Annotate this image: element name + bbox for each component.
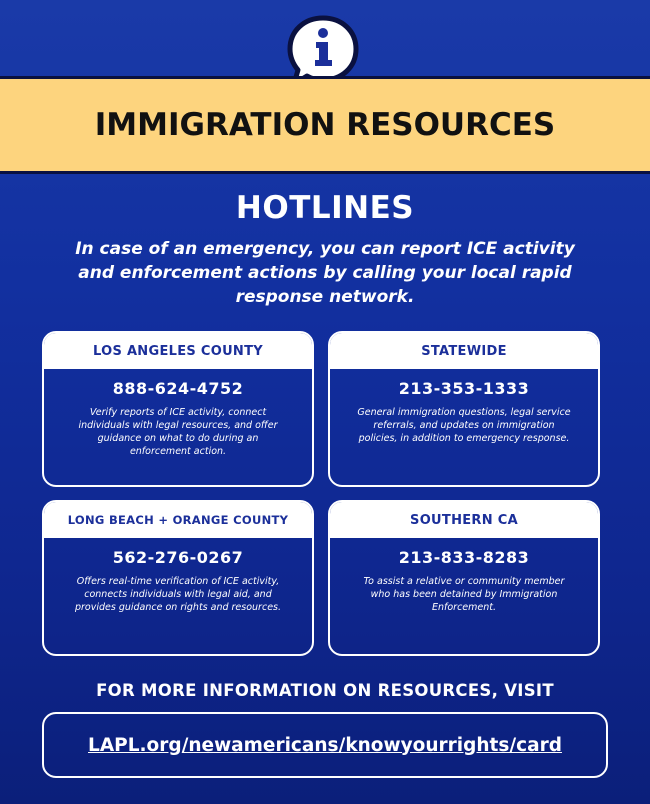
card-region: SOUTHERN CA (330, 502, 598, 538)
hotline-card-southern-ca (328, 500, 600, 656)
card-phone-number[interactable]: 888-624-4752 (112, 379, 244, 398)
more-info-heading: FOR MORE INFORMATION ON RESOURCES, VISIT (96, 681, 554, 700)
card-description: Verify reports of ICE activity, connect individuals with legal resources, and offer guidance on what to do during an enforcement action. (78, 407, 278, 457)
card-phone-number[interactable]: 213-833-8283 (398, 548, 530, 567)
title-banner (0, 76, 650, 174)
hotline-card-statewide (328, 331, 600, 487)
card-description: Offers real-time verification of ICE activity, connects individuals with legal aid, and provides guidance on rights and resources. (74, 576, 282, 613)
card-phone-number[interactable]: 562-276-0267 (112, 548, 244, 567)
hotlines-intro: In case of an emergency, you can report ICE activity and enforcement actions by calling your local rapid response network. (75, 239, 575, 307)
url-box[interactable] (42, 712, 608, 778)
card-description: General immigration questions, legal service referrals, and updates on immigration policies, in addition to emergency response. (357, 407, 571, 444)
resources-link[interactable]: LAPL.org/newamericans/knowyourrights/card (88, 734, 562, 756)
hotline-card-long-beach-orange-county (42, 500, 314, 656)
card-region: STATEWIDE (330, 333, 598, 369)
hotlines-heading: HOTLINES (235, 190, 415, 226)
card-phone-number[interactable]: 213-353-1333 (398, 379, 530, 398)
hotline-card-los-angeles (42, 331, 314, 487)
card-region: LOS ANGELES COUNTY (44, 333, 312, 369)
page-title: IMMIGRATION RESOURCES (94, 107, 556, 143)
card-description: To assist a relative or community member who has been detained by Immigration Enforcement. (363, 576, 565, 613)
card-region: LONG BEACH + ORANGE COUNTY (44, 502, 312, 538)
